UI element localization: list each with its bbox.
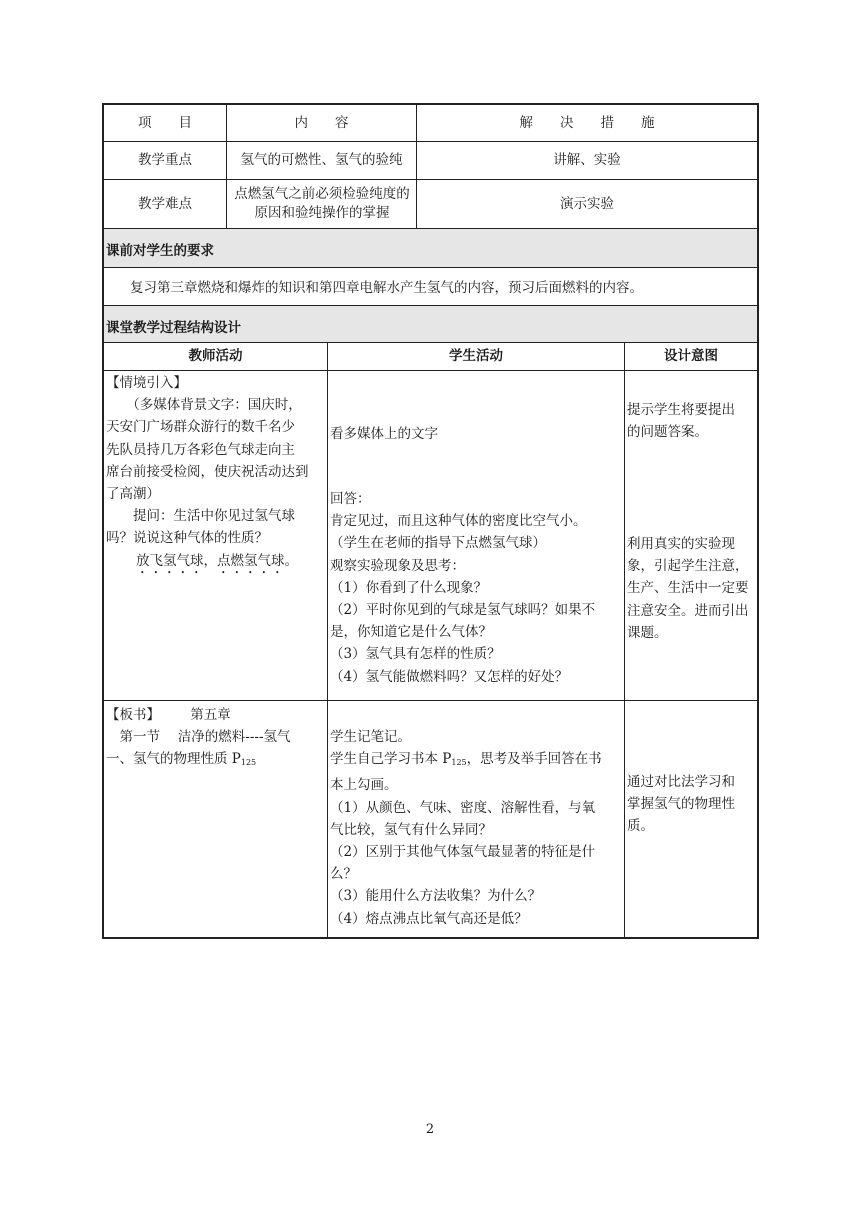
student-line: ，思考及举手回答在书 <box>466 751 602 768</box>
section1-teacher <box>106 372 326 577</box>
teacher-line: （多媒体背景文字：国庆时， <box>106 397 302 414</box>
teacher-line: 席台前接受检阅，使庆祝活动达到 <box>106 463 309 480</box>
student-line: （3）能用什么方法收集？为什么？ <box>330 888 542 905</box>
student-line: 么？ <box>330 866 357 883</box>
page-ref: 125 <box>240 758 257 768</box>
teacher-line: 天安门广场群众游行的数千名少 <box>106 419 295 436</box>
row-key-point-content: 氢气的可燃性、氢气的验纯 <box>240 152 403 168</box>
student-line: 学生记笔记。 <box>330 729 411 745</box>
header-content: 内 容 <box>294 114 349 131</box>
student-line: （1）从颜色、气味、密度、溶解性看，与氧 <box>330 799 596 816</box>
intent-line: 质。 <box>627 818 654 835</box>
section-title: 第一节 洁净的燃料----氢气 <box>106 729 291 746</box>
section2-student <box>330 726 623 930</box>
student-line: 是，你知道它是什么气体？ <box>330 624 492 641</box>
row-difficulty-measure: 演示实验 <box>560 195 614 212</box>
situation-tag: 【情境引入】 <box>106 375 187 391</box>
teacher-line: 先队员持几万各彩色气球走向主 <box>106 441 295 458</box>
student-line: （4）熔点沸点比氧气高还是低？ <box>330 910 528 927</box>
student-line: 气比较，氢气有什么异同？ <box>330 821 492 838</box>
student-line: （3）氢气具有怎样的性质？ <box>330 646 501 663</box>
header-measure: 解 决 措 施 <box>519 114 655 131</box>
teacher-line: 吗？说说这种气体的性质？ <box>106 530 268 547</box>
intent-line: 象，引起学生注意， <box>627 558 749 575</box>
student-line: （4）氢气能做燃料吗？又怎样的好处？ <box>330 668 569 685</box>
student-line: （2）平时你见到的气球是氢气球吗？如果不 <box>330 602 596 619</box>
student-line: （学生在老师的指导下点燃氢气球） <box>330 535 546 552</box>
intent-line: 提示学生将要提出 <box>627 402 735 418</box>
student-line: （1）你看到了什么现象？ <box>330 579 488 596</box>
row-key-point-item: 教学重点 <box>138 152 192 168</box>
section1-intent-a <box>627 399 757 443</box>
section1-intent-b <box>627 533 757 644</box>
chapter-title: 第五章 <box>190 707 231 723</box>
student-line: （2）区别于其他气体氢气最显著的特征是什 <box>330 844 596 861</box>
student-line: 肯定见过，而且这种气体的密度比空气小。 <box>330 513 587 530</box>
section2-intent <box>627 771 757 838</box>
student-line: 学生自己学习书本 P <box>330 751 452 768</box>
row-difficulty-content: 点燃氢气之前必须检验纯度的原因和验纯操作的掌握 <box>234 186 410 221</box>
row-key-point-measure: 讲解、实验 <box>553 152 621 168</box>
student-line: 观察实验现象及思考： <box>330 557 465 574</box>
physical-properties-heading: 一、氢气的物理性质 P <box>106 751 241 768</box>
design-header-teacher: 教师活动 <box>188 348 243 364</box>
student-look-text: 看多媒体上的文字 <box>330 426 438 442</box>
section1-student <box>330 488 623 688</box>
intent-line: 的问题答案。 <box>627 424 708 441</box>
row-difficulty-item: 教学难点 <box>138 195 192 212</box>
requirements-text: 复习第三章燃烧和爆炸的知识和第四章电解水产生氢气的内容，预习后面燃料的内容。 <box>130 280 643 296</box>
requirements-title: 课前对学生的要求 <box>106 243 214 259</box>
design-title: 课堂教学过程结构设计 <box>106 320 241 336</box>
page-ref: 125 <box>451 758 467 768</box>
intent-line: 通过对比法学习和 <box>627 774 735 790</box>
intent-line: 掌握氢气的物理性 <box>627 796 735 813</box>
demo-action: 放飞氢气球，点燃氢气球。 <box>136 552 298 569</box>
teacher-line: 了高潮） <box>106 486 160 503</box>
intent-line: 生产、生活中一定要 <box>627 580 749 597</box>
design-header-intent: 设计意图 <box>664 348 718 364</box>
section2-teacher <box>106 704 326 775</box>
student-line: 本上勾画。 <box>330 777 398 794</box>
design-header-student: 学生活动 <box>449 348 503 364</box>
teacher-line: 提问：生活中你见过氢气球 <box>106 508 295 525</box>
page-number: 2 <box>425 1122 435 1137</box>
blackboard-tag: 【板书】 <box>106 707 160 723</box>
student-line: 回答： <box>330 491 371 507</box>
intent-line: 利用真实的实验现 <box>627 536 735 552</box>
header-item: 项 目 <box>138 114 192 131</box>
intent-line: 注意安全。进而引出 <box>627 602 749 619</box>
intent-line: 课题。 <box>627 624 668 641</box>
